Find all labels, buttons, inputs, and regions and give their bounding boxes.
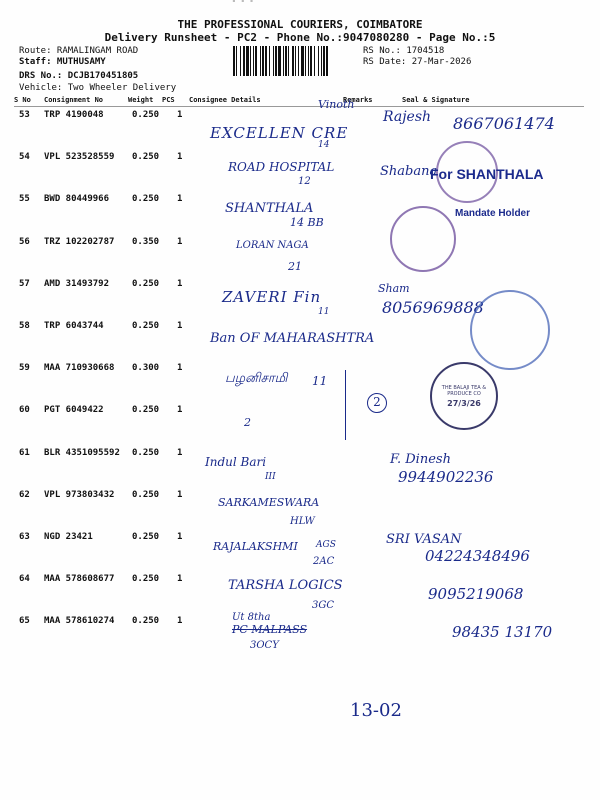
hw-r55-name: SHANTHALA <box>225 201 314 216</box>
row-consignment: MAA 710930668 <box>44 363 115 374</box>
hw-r61-name: Indul Bari <box>205 455 267 469</box>
hw-r61-sig: F. Dinesh <box>390 452 451 467</box>
row-weight: 0.250 <box>132 489 160 500</box>
company-title: THE PROFESSIONAL COURIERS, COIMBATORE <box>177 18 423 31</box>
hw-r54-name: ROAD HOSPITAL <box>228 160 335 174</box>
row-weight: 0.300 <box>132 363 160 374</box>
hw-r59-name: பழனிசாமி <box>225 371 288 386</box>
row-sno: 62 <box>19 489 30 500</box>
hw-circled-2: 2 <box>367 393 387 413</box>
col-pcs: PCS <box>162 96 175 104</box>
hw-r61-phone: 9944902236 <box>398 468 494 486</box>
row-consignment: MAA 578608677 <box>44 574 115 585</box>
row-consignment: BLR 4351095592 <box>44 447 120 458</box>
hw-r53-name: Vinoth <box>318 98 355 111</box>
row-sno: 55 <box>19 194 30 205</box>
hw-r64-phone: 9095219068 <box>428 585 524 603</box>
row-consignment: VPL 523528559 <box>44 152 115 163</box>
col-consignee: Consignee Details <box>189 96 261 104</box>
table-row <box>0 448 600 468</box>
row-consignment: TRP 4190048 <box>44 110 104 120</box>
row-sno: 61 <box>19 447 30 458</box>
hw-bracket <box>345 370 346 440</box>
seal-tea-date: 27/3/26 <box>447 398 481 408</box>
hw-r63-phone: 04224348496 <box>425 547 530 565</box>
row-sno: 53 <box>19 110 30 120</box>
barcode <box>233 46 359 76</box>
stamp-mandate: Mandate Holder <box>455 208 531 219</box>
hw-r64-no: 3GC <box>312 600 335 611</box>
row-sno: 54 <box>19 152 30 163</box>
hw-r63-sig: SRI VASAN <box>386 532 462 547</box>
route-label: Route: RAMALINGAM ROAD <box>19 46 139 56</box>
row-pcs: 1 <box>177 363 183 374</box>
row-weight: 0.250 <box>132 152 160 163</box>
row-pcs: 1 <box>177 321 183 331</box>
row-consignment: MAA 578610274 <box>44 616 115 627</box>
row-sno: 56 <box>19 236 30 247</box>
row-sno: 58 <box>19 321 30 331</box>
row-pcs: 1 <box>177 447 183 458</box>
faded-header-text <box>230 0 256 6</box>
row-pcs: 1 <box>177 574 183 585</box>
hw-r55-no: 14 BB <box>290 216 324 229</box>
hw-r62-no: HLW <box>290 516 315 527</box>
staff-label: Staff: MUTHUSAMY <box>19 57 106 67</box>
row-consignment: TRZ 102202787 <box>44 236 115 247</box>
row-pcs: 1 <box>177 194 183 205</box>
hw-r65-no: 3OCY <box>250 640 279 651</box>
row-weight: 0.250 <box>132 447 160 458</box>
row-sno: 64 <box>19 574 30 585</box>
hw-r57-phone: 8056969888 <box>382 298 484 317</box>
row-consignment: NGD 23421 <box>44 532 93 542</box>
hw-r54-sig: Shabana <box>380 164 438 179</box>
row-weight: 0.350 <box>132 236 160 247</box>
round-seal-tea <box>430 362 498 430</box>
row-weight: 0.250 <box>132 110 160 120</box>
vehicle-label: Vehicle: Two Wheeler Delivery <box>19 83 177 93</box>
col-consignment: Consignment No <box>44 96 104 104</box>
hw-r65-phone: 98435 13170 <box>452 623 553 641</box>
col-weight: Weight <box>128 96 154 104</box>
hw-r53-no: 14 <box>318 140 330 150</box>
row-sno: 60 <box>19 405 30 416</box>
hw-r56-no: 21 <box>288 260 302 273</box>
table-row <box>0 405 600 425</box>
hw-r56-name: LORAN NAGA <box>236 240 309 251</box>
hw-r59-extra: 2 <box>244 416 251 429</box>
row-weight: 0.250 <box>132 532 160 542</box>
hw-r53-sig: Rajesh <box>383 109 432 125</box>
hw-r54-no: 12 <box>298 176 311 187</box>
row-pcs: 1 <box>177 110 183 120</box>
row-consignment: TRP 6043744 <box>44 321 104 331</box>
hw-r65-name: Ut 8tha <box>232 612 271 623</box>
hw-r57-no: 11 <box>318 307 330 317</box>
hw-r61-no: III <box>265 472 276 482</box>
hw-r63-no: 2AC <box>313 556 335 567</box>
rs-number: RS No.: 1704518 <box>363 46 445 56</box>
row-pcs: 1 <box>177 489 183 500</box>
hw-r65-firm: PC MALPASS <box>232 623 308 636</box>
hw-r57-sig: Sham <box>378 282 410 295</box>
row-consignment: PGT 6049422 <box>44 405 104 416</box>
col-seal: Seal & Signature <box>402 96 470 104</box>
hw-r53-firm: EXCELLEN CRE <box>210 124 349 142</box>
hw-r62-name: SARKAMESWARA <box>218 496 320 509</box>
row-sno: 59 <box>19 363 30 374</box>
barcode-bar <box>328 46 331 76</box>
row-sno: 65 <box>19 616 30 627</box>
row-pcs: 1 <box>177 152 183 163</box>
row-sno: 57 <box>19 278 30 289</box>
hw-r53-phone: 8667061474 <box>453 114 555 133</box>
row-weight: 0.250 <box>132 321 160 331</box>
row-pcs: 1 <box>177 405 183 416</box>
hw-bottom-number: 13-02 <box>350 700 402 721</box>
row-pcs: 1 <box>177 532 183 542</box>
row-consignment: BWD 80449966 <box>44 194 110 205</box>
col-remarks: Remarks <box>343 96 373 104</box>
header-divider <box>14 106 584 107</box>
runsheet-subtitle: Delivery Runsheet - PC2 - Phone No.:9047080280 - Page No.:5 <box>104 31 496 44</box>
hw-r63-name: RAJALAKSHMI <box>213 540 298 553</box>
row-weight: 0.250 <box>132 278 160 289</box>
seal-tea-text: THE BALAJI TEA & PRODUCE CO <box>441 384 487 397</box>
row-weight: 0.250 <box>132 616 160 627</box>
row-pcs: 1 <box>177 278 183 289</box>
hw-r58-name: Ban OF MAHARASHTRA <box>210 331 375 346</box>
hw-r59-no: 11 <box>312 374 328 388</box>
rs-date: RS Date: 27-Mar-2026 <box>363 57 472 67</box>
drs-label: DRS No.: DCJB170451805 <box>19 71 139 81</box>
row-pcs: 1 <box>177 616 183 627</box>
row-pcs: 1 <box>177 236 183 247</box>
hw-r57-name: ZAVERI Fin <box>222 288 322 306</box>
stamp-shanthala: For SHANTHALA <box>430 166 544 182</box>
row-weight: 0.250 <box>132 405 160 416</box>
round-seal-bank <box>470 290 550 370</box>
row-weight: 0.250 <box>132 574 160 585</box>
row-consignment: VPL 973803432 <box>44 489 115 500</box>
col-sno: S No <box>14 96 31 104</box>
hw-r64-name: TARSHA LOGICS <box>228 578 343 593</box>
row-sno: 63 <box>19 532 30 542</box>
round-seal-middle <box>390 206 456 272</box>
row-consignment: AMD 31493792 <box>44 278 110 289</box>
hw-r63-block: AGS <box>316 540 336 550</box>
row-weight: 0.250 <box>132 194 160 205</box>
